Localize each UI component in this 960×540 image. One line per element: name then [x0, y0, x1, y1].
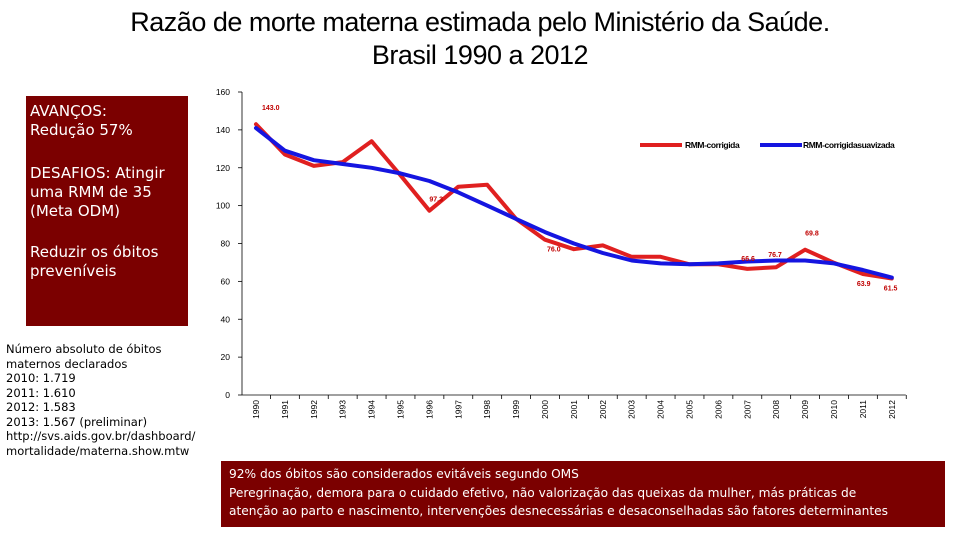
determinants-line-2: Peregrinação, demora para o cuidado efetivo, não valorização das queixas da mulher, más práticas de — [229, 485, 857, 500]
x-tick-label: 2009 — [800, 400, 811, 419]
x-tick-label: 2007 — [742, 400, 753, 419]
x-tick-label: 2002 — [597, 400, 608, 419]
y-tick-label: 140 — [215, 124, 230, 135]
x-tick-label: 1990 — [251, 400, 261, 419]
y-tick-label: 40 — [220, 314, 230, 325]
x-tick-label: 1999 — [511, 400, 522, 419]
x-tick-label: 2010 — [829, 400, 839, 419]
x-tick-label: 2012 — [886, 400, 897, 419]
x-tick-label: 2004 — [655, 400, 666, 419]
note-line: 2013: 1.567 (preliminar) — [6, 414, 148, 429]
x-tick-label: 1994 — [366, 400, 377, 419]
note-line: 2011: 1.610 — [6, 385, 76, 400]
x-tick-label: 1991 — [279, 400, 290, 419]
x-tick-label: 1996 — [424, 400, 435, 419]
x-tick-label: 1995 — [395, 400, 406, 419]
x-tick-label: 2000 — [540, 400, 550, 419]
chart-data-labels — [262, 105, 898, 292]
determinants-line-1: 92% dos óbitos são considerados evitáveis segundo OMS — [229, 467, 579, 481]
note-line: maternos declarados — [6, 356, 128, 371]
desafios-text-3: (Meta ODM) — [30, 202, 121, 220]
x-tick-label: 2011 — [857, 400, 868, 419]
chart-series — [256, 124, 892, 279]
data-label: 76.7 — [768, 252, 782, 260]
y-tick-label: 100 — [215, 200, 230, 211]
x-tick-label: 2001 — [568, 400, 579, 419]
x-tick-label: 1998 — [482, 400, 493, 419]
series-line-rmm-corrigida — [256, 124, 892, 278]
legend-label: RMM-corrigidasuavizada — [803, 140, 895, 150]
title-line-2: Brasil 1990 a 2012 — [371, 40, 589, 70]
reduzir-text-1: Reduzir os óbitos — [30, 243, 159, 261]
note-link-line: mortalidade/materna.show.mtw — [6, 443, 190, 458]
determinants-box — [221, 461, 945, 527]
data-label: 97.3 — [429, 196, 444, 204]
avancos-label: AVANÇOS: — [30, 102, 107, 120]
data-label: 66.6 — [741, 255, 755, 263]
chart-legend — [640, 140, 895, 150]
y-tick-label: 60 — [220, 276, 230, 287]
note-line: Número absoluto de óbitos — [6, 342, 162, 356]
note-line: 2010: 1.719 — [6, 371, 76, 385]
x-tick-label: 2006 — [713, 400, 724, 419]
y-tick-label: 120 — [215, 162, 230, 173]
y-tick-label: 0 — [225, 390, 230, 400]
avancos-text: Redução 57% — [30, 121, 133, 139]
data-label: 69.8 — [805, 230, 819, 238]
note-link-line: http://svs.aids.gov.br/dashboard/ — [6, 429, 196, 443]
y-tick-label: 80 — [220, 238, 230, 249]
x-tick-label: 2003 — [626, 400, 637, 419]
x-tick-label: 1997 — [453, 400, 464, 419]
desafios-text-1: Atingir — [110, 164, 165, 182]
desafios-label: DESAFIOS: — [30, 164, 111, 182]
desafios-text-2: uma RMM de 35 — [30, 183, 152, 201]
legend-label: RMM-corrigida — [685, 140, 740, 150]
y-tick-label: 160 — [215, 87, 230, 97]
data-label: 143.0 — [262, 105, 280, 113]
x-tick-label: 2005 — [684, 400, 695, 419]
y-tick-label: 20 — [220, 352, 230, 363]
data-label: 63.9 — [856, 280, 871, 288]
note-line: 2012: 1.583 — [6, 400, 76, 414]
x-tick-label: 1993 — [337, 400, 348, 419]
x-tick-label: 2008 — [771, 400, 782, 419]
x-tick-label: 1992 — [308, 400, 319, 419]
data-label: 61.5 — [883, 285, 898, 293]
data-label: 76.0 — [547, 246, 561, 254]
reduzir-text-2: preveníveis — [30, 262, 117, 280]
title-line-1: Razão de morte materna estimada pelo Ministério da Saúde. — [130, 7, 830, 37]
determinants-line-3: atenção ao parto e nascimento, intervenções desnecessárias e desaconselhadas são fatores determinantes — [229, 504, 889, 518]
